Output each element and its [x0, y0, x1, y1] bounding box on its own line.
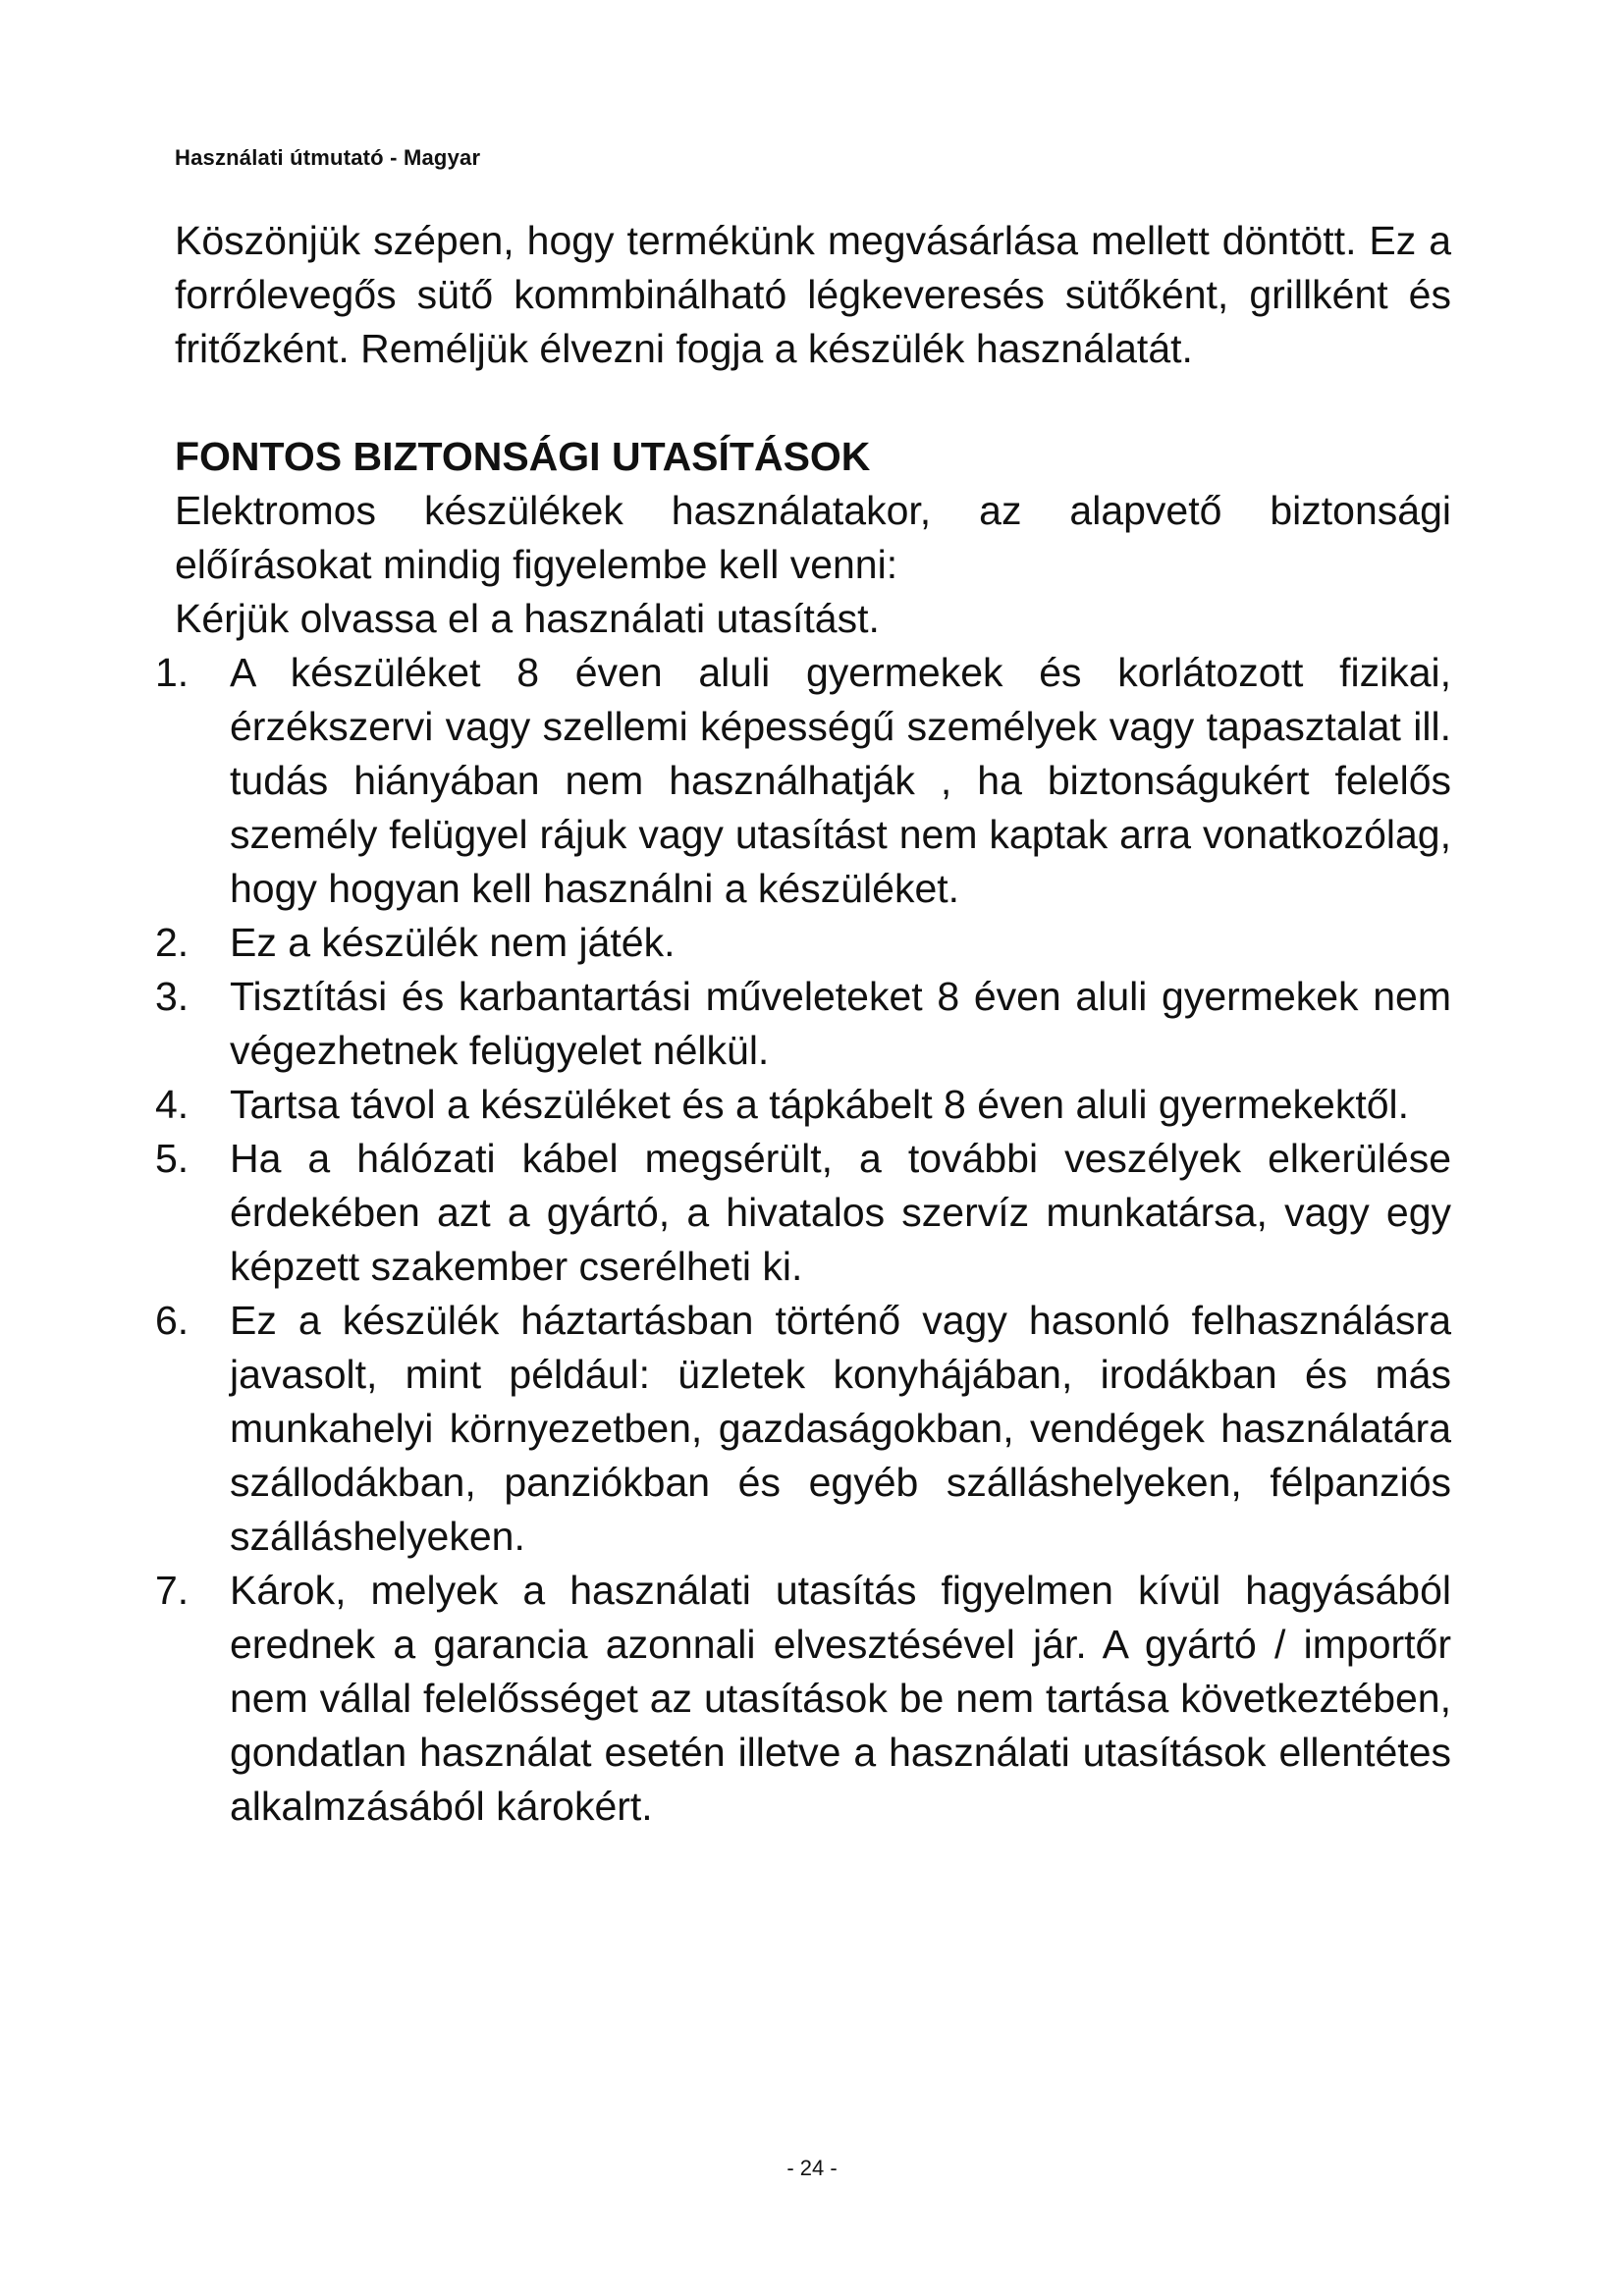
- manual-page: [155, 145, 1451, 1834]
- list-item: [155, 1294, 1451, 1564]
- list-item-text: Ez a készülék nem játék.: [230, 920, 676, 965]
- list-item-number: 5.: [155, 1136, 189, 1181]
- list-item-number: 1.: [155, 650, 189, 695]
- safety-read-instructions: Kérjük olvassa el a használati utasítást.: [175, 596, 880, 641]
- list-item-text: Tartsa távol a készüléket és a tápkábelt 8 éven aluli gyermekektől.: [230, 1082, 1410, 1127]
- list-item-text: Ez a készülék háztartásban történő vagy hasonló felhasználásra javasolt, mint például: üzletek konyhájában, irodákban és más munkahelyi környezetben, gazdaságokban, vendégek használatára szállodákban, panziókban és egyéb szálláshelyeken, félpanziós szálláshelyeken.: [230, 1298, 1451, 1559]
- page-number: - 24 -: [786, 2156, 838, 2180]
- safety-instructions-list: [155, 646, 1451, 1834]
- intro-paragraph: Köszönjük szépen, hogy termékünk megvásárlása mellett döntött. Ez a forrólevegős sütő kommbinálható légkeveresés sütőként, grillként és fritőzként. Reméljük élvezni fogja a készülék használatát.: [175, 218, 1451, 371]
- safety-section-title: FONTOS BIZTONSÁGI UTASÍTÁSOK: [175, 434, 871, 479]
- list-item-text: Tisztítási és karbantartási műveleteket 8 éven aluli gyermekek nem végezhetnek felügyelet nélkül.: [230, 974, 1451, 1073]
- list-item: [155, 1132, 1451, 1294]
- safety-lead-paragraph: Elektromos készülékek használatakor, az alapvető biztonsági előírásokat mindig figyelembe kell venni:: [175, 488, 1451, 587]
- page-header: Használati útmutató - Magyar: [175, 145, 481, 170]
- list-item-number: 4.: [155, 1082, 189, 1127]
- list-item: [155, 970, 1451, 1078]
- list-item-text: Károk, melyek a használati utasítás figyelmen kívül hagyásából erednek a garancia azonnali elvesztésével jár. A gyártó / importőr nem vállal felelősséget az utasítások be nem tartása következtében, gondatlan használat esetén illetve a használati utasítások ellentétes alkalmzásából károkért.: [230, 1568, 1451, 1829]
- list-item: [155, 1564, 1451, 1834]
- list-item-number: 2.: [155, 920, 189, 965]
- list-item-number: 7.: [155, 1568, 189, 1613]
- list-item-number: 3.: [155, 974, 189, 1019]
- list-item: [155, 916, 1451, 970]
- list-item: [155, 646, 1451, 916]
- list-item-text: Ha a hálózati kábel megsérült, a további veszélyek elkerülése érdekében azt a gyártó, a hivatalos szervíz munkatársa, vagy egy képzett szakember cserélheti ki.: [230, 1136, 1451, 1289]
- list-item-text: A készüléket 8 éven aluli gyermekek és korlátozott fizikai, érzékszervi vagy szellemi képességű személyek vagy tapasztalat ill. tudás hiányában nem használhatják , ha biztonságukért felelős személy felügyel rájuk vagy utasítást nem kaptak arra vonatkozólag, hogy hogyan kell használni a készüléket.: [230, 650, 1451, 911]
- list-item: [155, 1078, 1451, 1132]
- list-item-number: 6.: [155, 1298, 189, 1343]
